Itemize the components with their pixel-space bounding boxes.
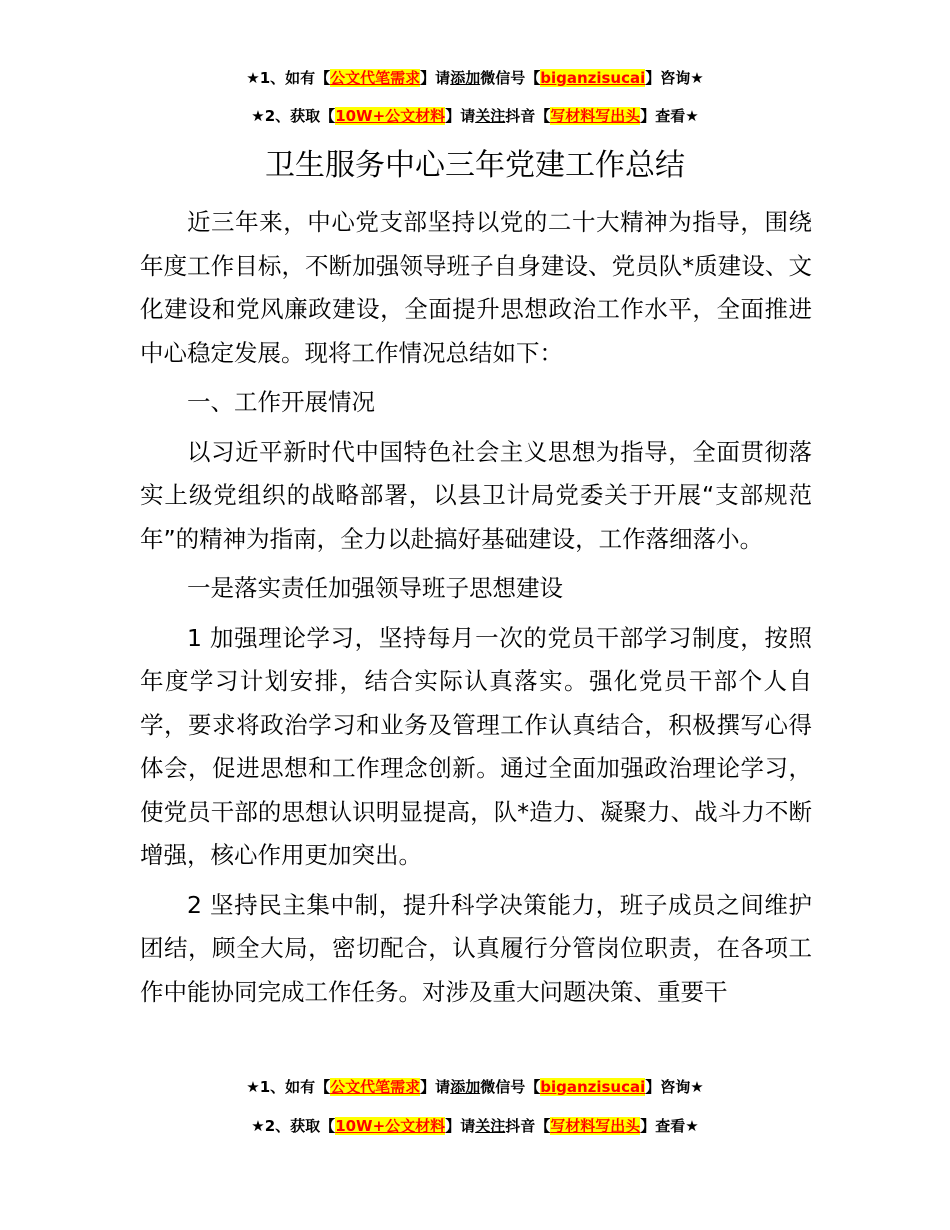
subsection-heading: 一是落实责任加强领导班子思想建设 [187,574,563,602]
promo-text: 抖音【 [505,1117,551,1135]
promo-highlight: 10W+公文材料 [335,1117,446,1135]
promo-text: ★2、获取【 [251,1117,336,1135]
promo-underline: 添加 [450,69,481,87]
bottom-promo-line-2 [0,1116,950,1136]
section-heading: 一、工作开展情况 [187,388,375,416]
promo-text: 】咨询★ [645,1078,704,1096]
promo-underline: 关注 [475,1117,506,1135]
promo-highlight: 10W+公文材料 [335,107,446,125]
promo-douyin-id: 写材料写出头 [550,1117,641,1135]
promo-text: 微信号【 [480,1078,541,1096]
promo-text: ★1、如有【 [246,69,331,87]
promo-underline: 添加 [450,1078,481,1096]
top-promo-line-2 [0,106,950,126]
promo-wechat-id: biganzisucai [540,69,646,87]
promo-text: 】查看★ [640,1117,699,1135]
document-title: 卫生服务中心三年党建工作总结 [265,148,685,183]
promo-text: 】请 [445,107,476,125]
promo-text: 】请 [420,1078,451,1096]
promo-highlight: 公文代笔需求 [330,69,421,87]
body-paragraph: 以习近平新时代中国特色社会主义思想为指导，全面贯彻落实上级党组织的战略部署，以县卫计局党委关于开展“支部规范年”的精神为指南，全力以赴搞好基础建设，工作落细落小。 [140,437,812,553]
promo-text: 】查看★ [640,107,699,125]
promo-text: 微信号【 [480,69,541,87]
promo-text: 】咨询★ [645,69,704,87]
promo-douyin-id: 写材料写出头 [550,107,641,125]
promo-text: ★2、获取【 [251,107,336,125]
document-body [140,201,812,1020]
promo-wechat-id: biganzisucai [540,1078,646,1096]
promo-text: 抖音【 [505,107,551,125]
body-paragraph: 2 坚持民主集中制，提升科学决策能力，班子成员之间维护团结，顾全大局，密切配合，认真履行分管岗位职责，在各项工作中能协同完成工作任务。对涉及重大问题决策、重要干 [140,890,812,1006]
bottom-promo-line-1 [0,1077,950,1097]
promo-highlight: 公文代笔需求 [330,1078,421,1096]
promo-text: 】请 [445,1117,476,1135]
body-paragraph: 近三年来，中心党支部坚持以党的二十大精神为指导，围绕年度工作目标，不断加强领导班子自身建设、党员队*质建设、文化建设和党风廉政建设，全面提升思想政治工作水平，全面推进中心稳定发展。现将工作情况总结如下： [140,208,812,367]
promo-underline: 关注 [475,107,506,125]
top-promo-line-1 [0,68,950,88]
promo-text: ★1、如有【 [246,1078,331,1096]
body-paragraph: 1 加强理论学习，坚持每月一次的党员干部学习制度，按照年度学习计划安排，结合实际认真落实。强化党员干部个人自学，要求将政治学习和业务及管理工作认真结合，积极撰写心得体会，促进思想和工作理念创新。通过全面加强政治理论学习，使党员干部的思想认识明显提高，队*造力、凝聚力、战斗力不断增强，核心作用更加突出。 [140,623,812,869]
promo-text: 】请 [420,69,451,87]
